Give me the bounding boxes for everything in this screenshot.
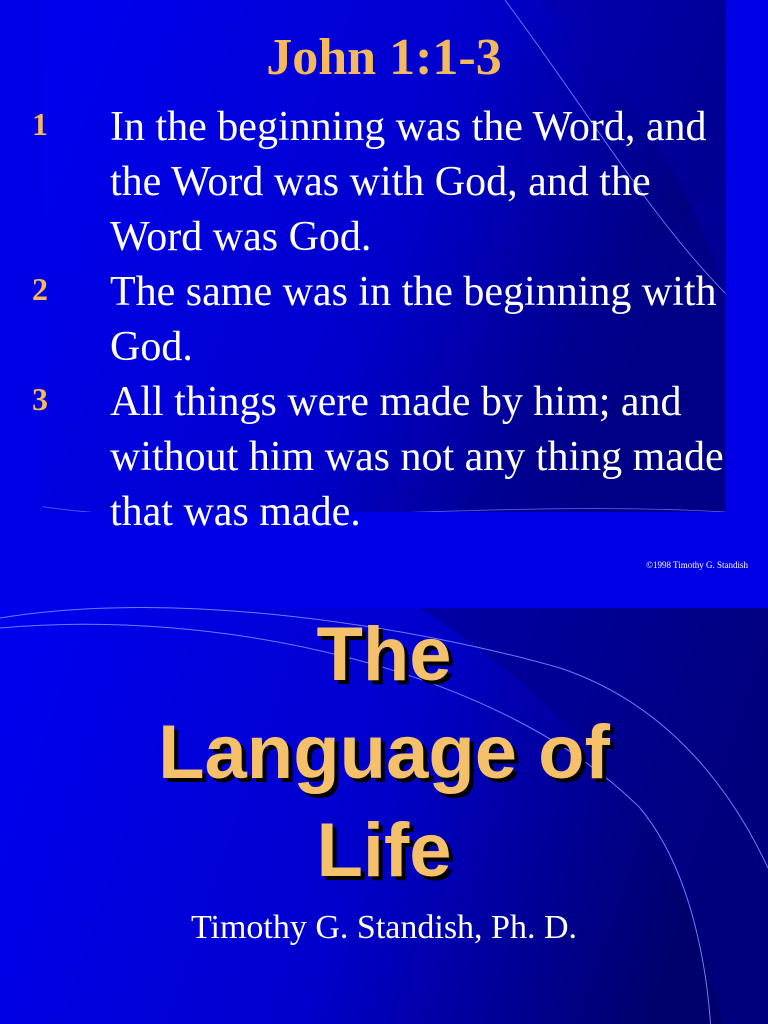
slide-title: John 1:1-3 <box>266 29 502 86</box>
verse-item <box>0 100 768 265</box>
presentation-title <box>0 606 768 900</box>
verse-item <box>0 265 768 375</box>
verse-text: The same was in the beginning with God. <box>110 269 717 370</box>
verse-number: 3 <box>32 381 48 417</box>
verse-list <box>0 100 768 540</box>
slide-title-page <box>0 576 768 1024</box>
verse-text: In the beginning was the Word, and the Word was with God, and the Word was God. <box>110 104 707 260</box>
copyright-notice: ©1998 Timothy G. Standish <box>646 560 748 570</box>
verse-number: 2 <box>32 271 48 307</box>
title-line: The <box>316 612 452 697</box>
title-line: Language of <box>158 710 610 795</box>
verse-text: All things were made by him; and without him was not any thing made that was made. <box>110 379 724 535</box>
verse-item <box>0 375 768 540</box>
title-line: Life <box>316 808 452 893</box>
author-name: Timothy G. Standish, Ph. D. <box>190 909 578 946</box>
verse-number: 1 <box>32 106 48 142</box>
